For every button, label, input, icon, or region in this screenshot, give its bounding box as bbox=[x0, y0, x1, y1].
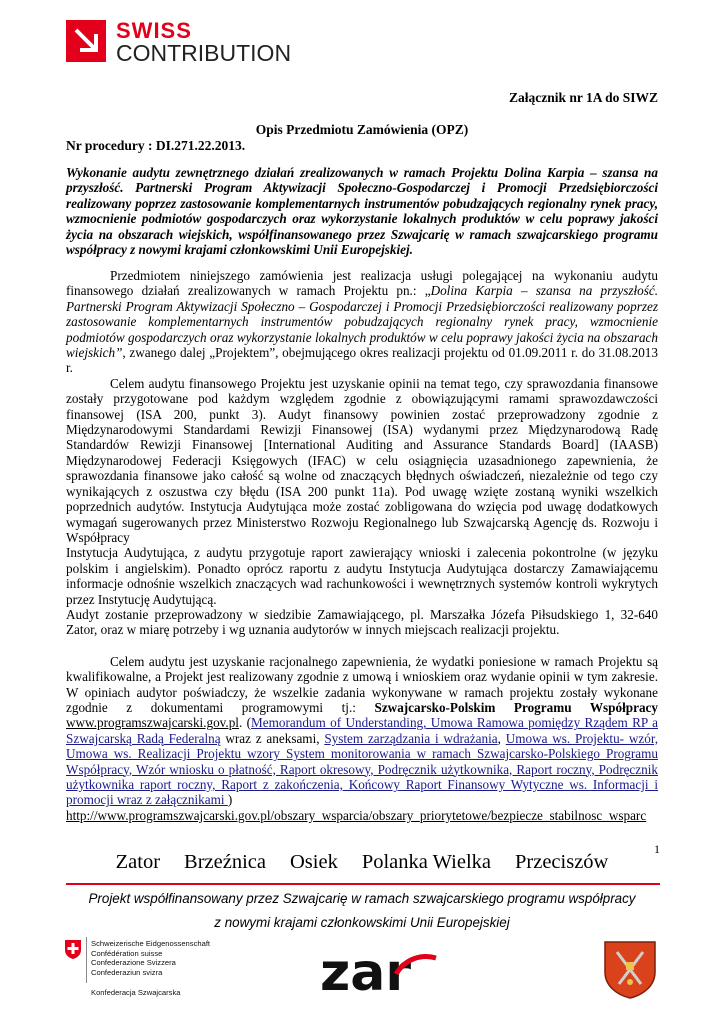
zar-logo bbox=[318, 940, 438, 1000]
footer-cofinancing-line2: z nowymi krajami członkowskimi Unii Europejskiej bbox=[214, 915, 510, 930]
footer-divider bbox=[66, 883, 660, 885]
confederation-polish-name: Konfederacja Szwajcarska bbox=[91, 988, 181, 997]
paragraph-eligibility: Celem audytu jest uzyskanie racjonalnego zapewnienia, że wydatki poniesione w ramach Projektu są kwalifikowalne, a Projekt jest realizowany zgodnie z umową i wnioskiem oraz wydanie opinii w tym zakresie. W opiniach audytor poświadczy, że wszelkie zadania wykonywane w ramach projektu zostały wykonane zgodnie z dokumentami programowymi tj.: Szwajcarsko-Polskim Programu Współpracy www.programszwajcarski.gov.pl. (Memorandum of Understanding, Umowa Ramowa pomiędzy Rządem RP a Szwajcarską Radą Federalną wraz z aneksami, System zarządzania i wdrażania, Umowa ws. Projektu- wzór, Umowa ws. Realizacji Projektu wzory System monitorowania w ramach Szwajcarsko-Polskiego Programu Współpracy, Wzór wniosku o płatność, Raport okresowy, Podręcznik użytkownika, Raport roczny, Podręcznik użytkownika raport roczny, Raport z zakończenia, Końcowy Raport Finansowy Wytyczne ws. Informacji i promocji wraz z załącznikami ) http://www.programszwajcarski.gov.pl/obszary_wsparcia/obszary_priorytetowe/bezpiecze_stabilnosc_wsparc bbox=[66, 653, 658, 823]
towns-row bbox=[0, 851, 724, 874]
project-documents-link[interactable]: Umowa ws. Projektu- wzór, Umowa ws. Realizacji Projektu wzory System monitorowania w ramach Szwajcarsko-Polskiego Programu Współpracy, Wzór wniosku o płatność, Raport okresowy, Podręcznik użytkownika, Raport roczny, Podręcznik użytkownika raport roczny, Raport z zakończenia, Końcowy Raport Finansowy Wytyczne ws. Informacji i promocji wraz z załącznikami bbox=[66, 730, 658, 808]
footer-cofinancing-line1: Projekt współfinansowany przez Szwajcarię w ramach szwajcarskiego programu współpracy bbox=[88, 891, 636, 906]
project-name-italic: Dolina Karpia – szansa na przyszłość. Partnerski Program Aktywizacji Społeczno – Gospodarczej i Promocji Przedsiębiorczości realizowany poprzez zastosowanie komplementarnych instrumentów pobudzających regionalny rynek pracy, wzmocnienie podmiotów gospodarczych oraz wykorzystanie lokalnych produktów w celu poprawy jakości życia na obszarach wiejskich” bbox=[66, 283, 658, 361]
swiss-contribution-mark-icon bbox=[66, 20, 106, 62]
logo-text-contribution: CONTRIBUTION bbox=[116, 40, 292, 66]
annex-label: Załącznik nr 1A do SIWZ bbox=[508, 90, 658, 105]
program-name-bold: Szwajcarsko-Polskim Programu Współpracy bbox=[374, 699, 658, 715]
coat-of-arms-icon bbox=[601, 938, 659, 1000]
paragraph-audit-goal: Celem audytu finansowego Projektu jest uzyskanie opinii na temat tego, czy sprawozdania finansowe zostały przygotowane pod każdym względem zgodnie z obowiązującymi ramami sprawozdawczości finansowej (ISA 200, punkt 3). Audyt finansowy powinien zostać przeprowadzony zgodnie z Międzynarodowymi Standardami Rewizji Finansowej (ISA) wydanymi przez Międzynarodową Radę Standardów Rewizji Finansowej [International Auditing and Assurance Standards Board] (IAASB) Międzynarodowej Federacji Księgowych (IFAC) w celu osiągnięcia uzasadnionego zapewnienia, że sprawozdania finansowe jako całość są wolne od znaczących błędnych oświadczeń, niezależnie od tego czy wynikających z oszustwa czy błędu (ISA 200 punkt 11a). Pod uwagę wzięte zostaną wyniki wszelkich poprzednich audytów. Instytucja Audytująca może zostać zobligowana do wzięcia pod uwagę dodatkowych wymagań sugerowanych przez Ministerstwo Rozwoju Regionalnego lub Szwajcarską Agencję ds. Rozwoju i Współpracy bbox=[66, 375, 658, 545]
memorandum-link[interactable]: Memorandum of Understanding, Umowa Ramowa pomiędzy Rządem RP a Szwajcarską Radą Federalną bbox=[66, 715, 658, 746]
town-name: Brzeźnica bbox=[184, 851, 266, 873]
paragraph-report: Instytucja Audytująca, z audytu przygotuje raport zawierający wnioski i zalecenia pokontrolne (w języku polskim i angielskim). Ponadto oprócz raportu z audytu Instytucja Audytująca dostarczy Zamawiającemu informacje odnośnie wszelkich znaczących wad rachunkowości i wewnętrznych systemów kontroli wykrytych przez Instytucję Audytującą. bbox=[66, 545, 658, 607]
lead-paragraph: Wykonanie audytu zewnętrznego działań zrealizowanych w ramach Projektu Dolina Karpia – szansa na przyszłość. Partnerski Program Aktywizacji Społeczno-Gospodarczej i Promocji Przedsiębiorczości realizowany poprzez zastosowanie komplementarnych instrumentów pobudzających regionalny rynek pracy, wzmocnienie podmiotów gospodarczych oraz wykorzystanie lokalnych produktów w celu poprawy jakości życia na obszarach wiejskich, współfinansowanego przez Szwajcarię w ramach szwajcarskiego programu współpracy z nowymi krajami członkowskimi Unii Europejskiej. bbox=[66, 165, 658, 258]
zar-logo-text: zar bbox=[320, 943, 411, 1000]
swiss-confederation-logo bbox=[64, 937, 254, 1007]
page-number: 1 bbox=[654, 842, 660, 856]
town-name: Zator bbox=[115, 851, 161, 873]
procedure-number: Nr procedury : DI.271.22.2013. bbox=[66, 138, 246, 153]
town-name: Polanka Wielka bbox=[361, 851, 491, 873]
document-title: Opis Przedmiotu Zamówienia (OPZ) bbox=[255, 122, 469, 137]
town-name: Osiek bbox=[290, 851, 338, 873]
logo-text-swiss: SWISS bbox=[116, 18, 192, 43]
paragraph-location: Audyt zostanie przeprowadzony w siedzibie Zamawiającego, pl. Marszałka Józefa Piłsudskiego 1, 32-640 Zator, oraz w miarę potrzeby i wg uznania audytorów w innych miejscach realizacji projektu. bbox=[66, 606, 658, 638]
document-body bbox=[66, 268, 658, 823]
program-url-link[interactable]: http://www.programszwajcarski.gov.pl/obszary_wsparcia/obszary_priorytetowe/bezpiecze_stabilnosc_wsparc bbox=[66, 807, 647, 823]
confederation-names: Schweizerische Eidgenossenschaft Confédération suisse Confederazione Svizzera Confederaziun svizra bbox=[91, 939, 211, 977]
swiss-shield-icon bbox=[64, 939, 82, 960]
town-name: Przeciszów bbox=[515, 851, 609, 873]
paragraph-subject: Przedmiotem niniejszego zamówienia jest realizacja usługi polegającej na wykonaniu audytu finansowego działań zrealizowanych w ramach Projektu pn.: „Dolina Karpia – szansa na przyszłość. Partnerski Program Aktywizacji Społeczno – Gospodarczej i Promocji Przedsiębiorczości realizowany poprzez zastosowanie komplementarnych instrumentów pobudzających regionalny rynek pracy, wzmocnienie podmiotów gospodarczych oraz wykorzystanie lokalnych produktów w celu poprawy jakości życia na obszarach wiejskich”, zwanego dalej „Projektem”, obejmującego okres realizacji projektu od 01.09.2011 r. do 31.08.2013 r. bbox=[66, 268, 658, 376]
program-website-link[interactable]: www.programszwajcarski.gov.pl bbox=[66, 715, 239, 731]
management-system-link[interactable]: System zarządzania i wdrażania bbox=[324, 730, 498, 746]
